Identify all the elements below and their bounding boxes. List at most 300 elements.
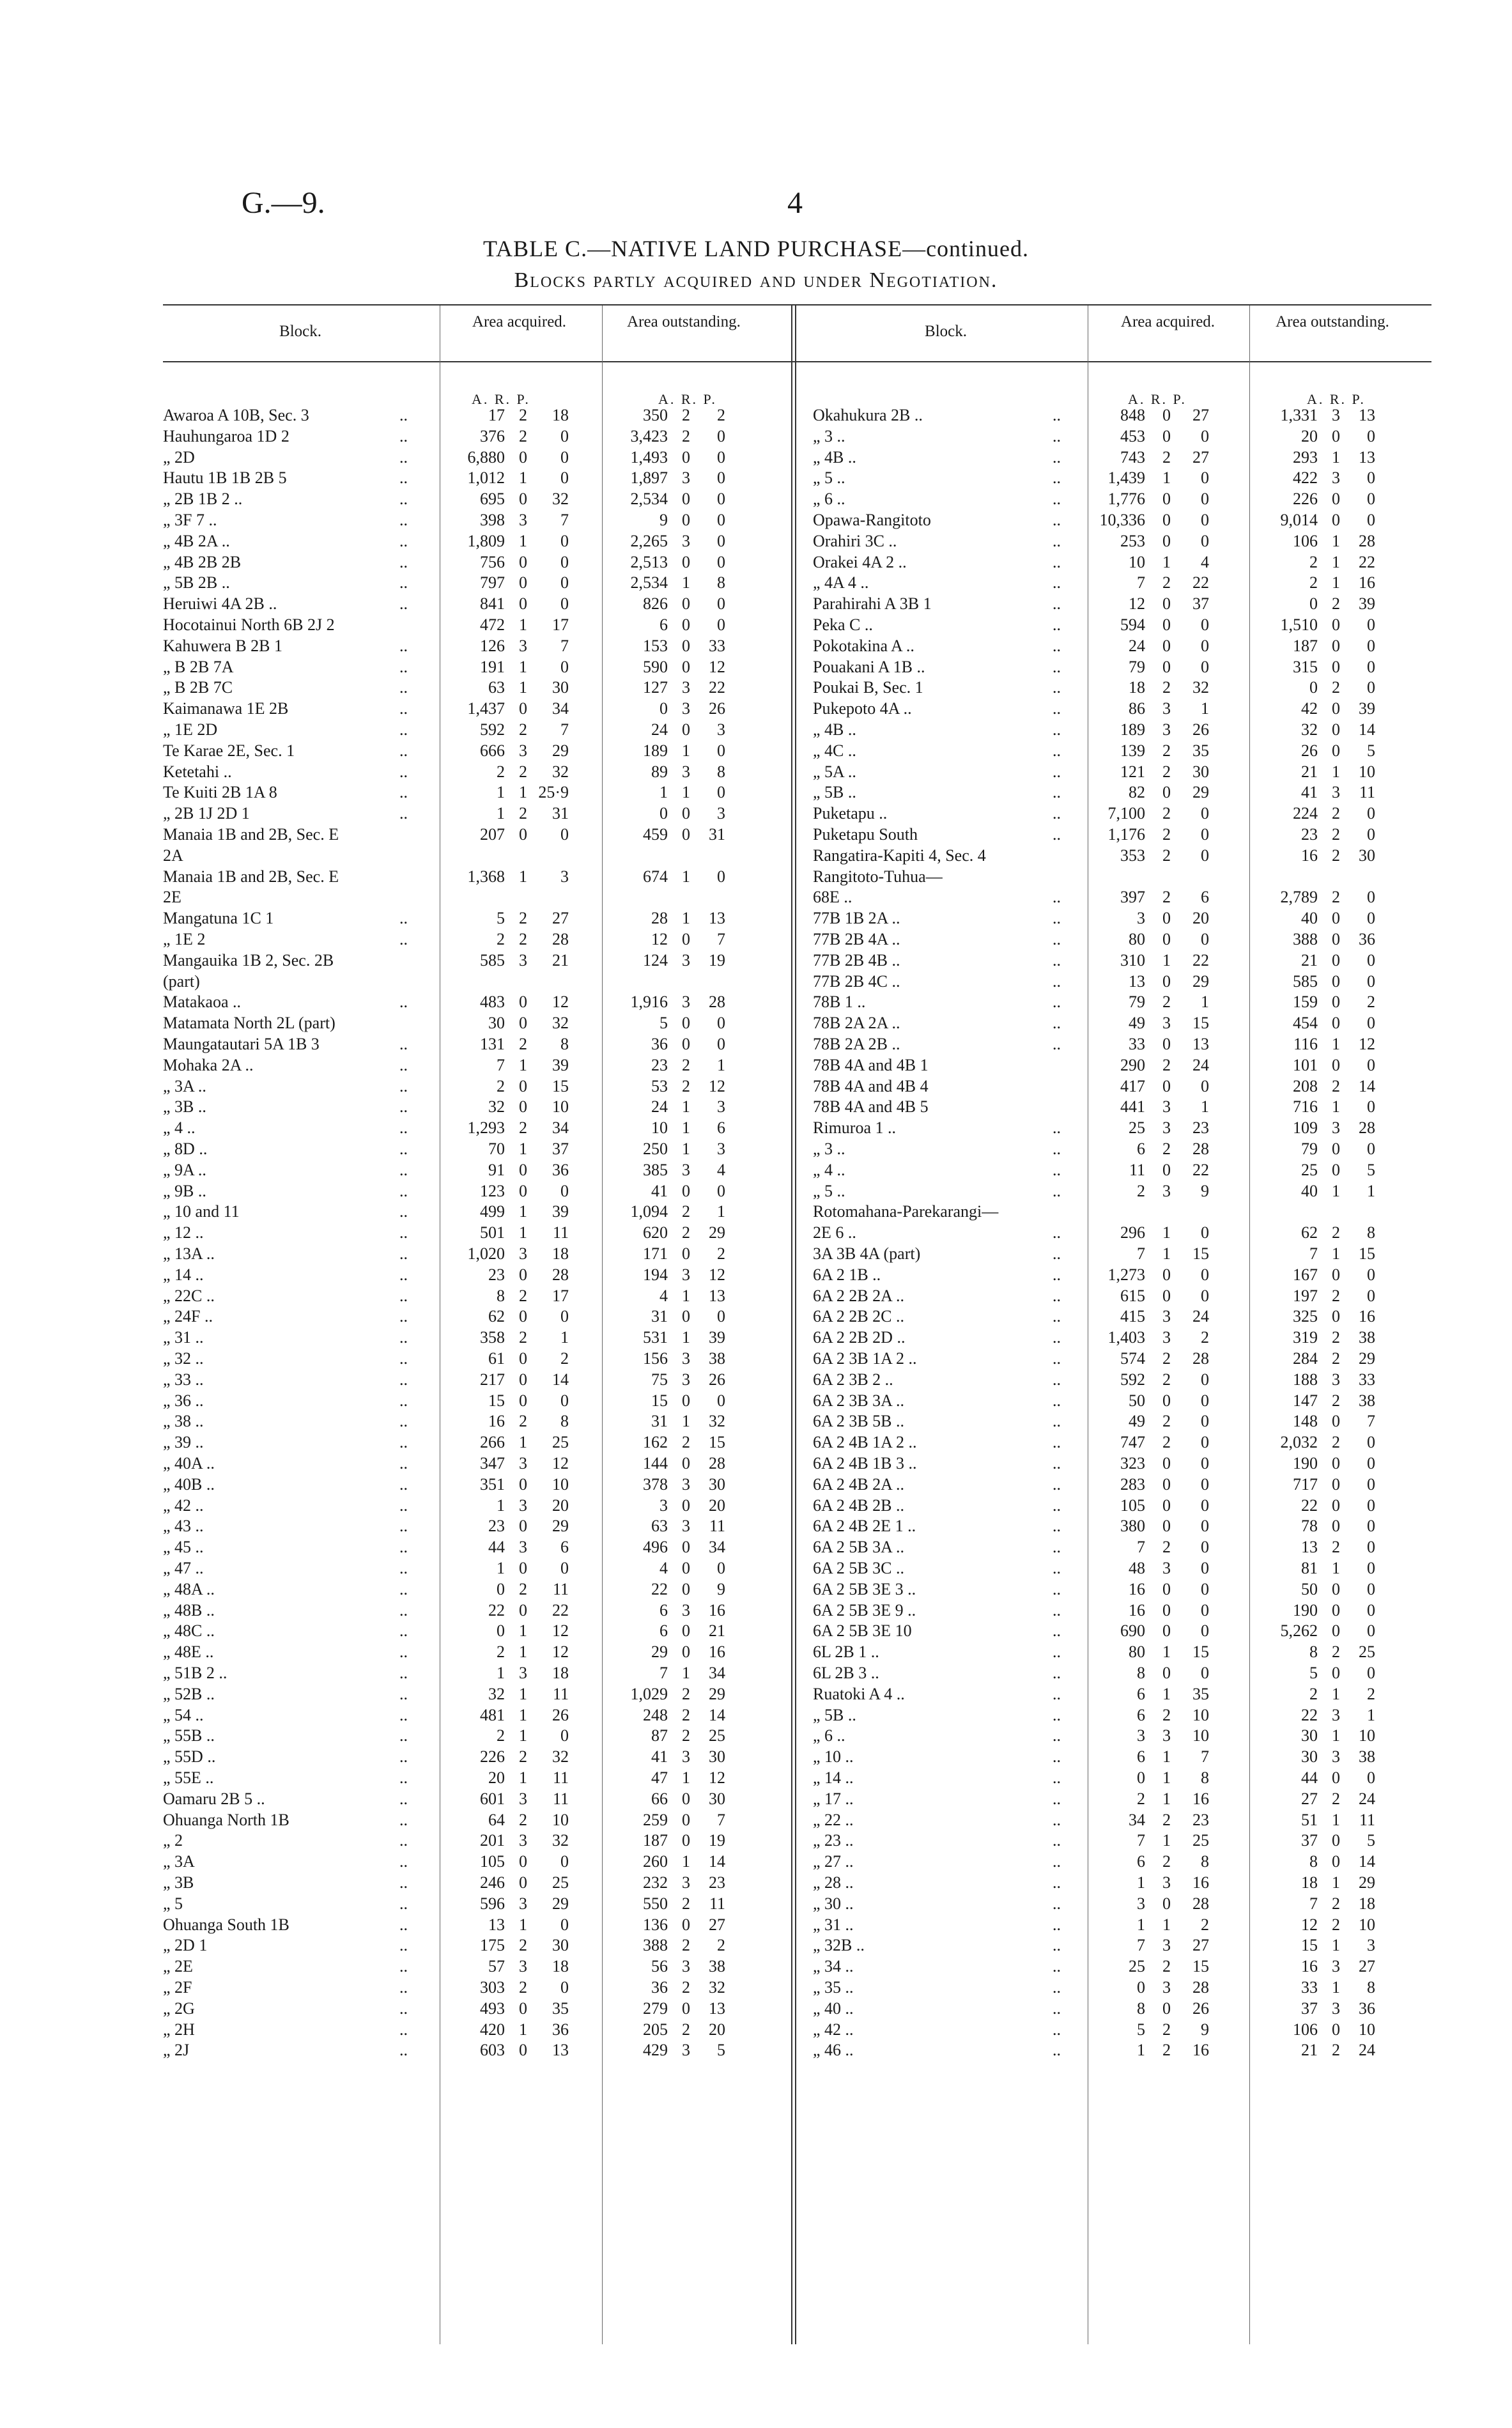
- outstanding-perches: 0: [717, 511, 725, 529]
- outstanding-roods: 0: [682, 804, 690, 823]
- acquired-acres: 8: [497, 1287, 505, 1305]
- outstanding-acres: 153: [643, 637, 668, 655]
- table-row: [813, 1642, 1431, 1662]
- acquired-acres: 253: [1120, 532, 1145, 550]
- outstanding-perches: 29: [709, 1223, 725, 1242]
- block-name: „ 3 ..: [813, 1140, 845, 1158]
- leader-dots: ..: [1053, 2041, 1061, 2059]
- table-row: [163, 908, 789, 929]
- outstanding-acres: 315: [1293, 658, 1318, 676]
- outstanding-roods: 3: [682, 1370, 690, 1389]
- outstanding-roods: 1: [1332, 1726, 1340, 1745]
- acquired-acres: 23: [488, 1265, 505, 1284]
- outstanding-roods: 3: [1332, 1999, 1340, 2018]
- outstanding-acres: 13: [1301, 1538, 1318, 1556]
- table-row: [813, 1013, 1431, 1033]
- leader-dots: ..: [399, 1328, 408, 1347]
- acquired-acres: 10: [1129, 553, 1145, 571]
- block-name: Pouakani A 1B ..: [813, 658, 925, 676]
- acquired-acres: 6: [1137, 1140, 1145, 1158]
- acquired-roods: 1: [1162, 1790, 1171, 1808]
- acquired-perches: 22: [1192, 951, 1209, 970]
- acquired-acres: 303: [480, 1978, 505, 1997]
- outstanding-perches: 7: [717, 1811, 725, 1829]
- block-name: 78B 2A 2B ..: [813, 1035, 900, 1053]
- block-name: „ 40A ..: [163, 1454, 215, 1473]
- leader-dots: ..: [1053, 1978, 1061, 1997]
- outstanding-roods: 2: [682, 1202, 690, 1221]
- acquired-roods: 3: [1162, 1118, 1171, 1137]
- outstanding-perches: 28: [1359, 1118, 1375, 1137]
- acquired-roods: 2: [1162, 1538, 1171, 1556]
- outstanding-acres: 41: [1301, 783, 1318, 801]
- acquired-roods: 1: [1162, 1685, 1171, 1703]
- acquired-perches: 0: [1201, 615, 1209, 634]
- acquired-acres: 695: [480, 490, 505, 508]
- acquired-perches: 15: [1192, 1244, 1209, 1263]
- table-row: [813, 510, 1431, 530]
- acquired-perches: 7: [560, 637, 569, 655]
- outstanding-roods: 0: [1332, 490, 1340, 508]
- leader-dots: ..: [399, 1496, 408, 1515]
- acquired-roods: 2: [1162, 1706, 1171, 1724]
- block-name: 6A 2 3B 5B ..: [813, 1412, 905, 1430]
- outstanding-acres: 590: [643, 658, 668, 676]
- outstanding-acres: 12: [651, 930, 668, 948]
- acquired-perches: 0: [1201, 427, 1209, 445]
- acquired-perches: 22: [1192, 1161, 1209, 1179]
- acquired-roods: 3: [1162, 1936, 1171, 1954]
- outstanding-acres: 3: [660, 1496, 668, 1515]
- acquired-roods: 0: [519, 1161, 527, 1179]
- table-row: [813, 1411, 1431, 1432]
- table-row: [813, 824, 1431, 845]
- leader-dots: ..: [1053, 1014, 1061, 1032]
- page-number: 4: [787, 186, 803, 220]
- leader-dots: ..: [399, 1685, 408, 1703]
- table-row: [813, 1327, 1431, 1348]
- leader-dots: ..: [399, 1433, 408, 1451]
- outstanding-acres: 2,534: [630, 490, 668, 508]
- outstanding-roods: 1: [682, 1852, 690, 1871]
- block-name: „ 2G: [163, 1999, 195, 2018]
- outstanding-roods: 1: [682, 573, 690, 592]
- outstanding-acres: 56: [651, 1957, 668, 1976]
- outstanding-roods: 3: [1332, 468, 1340, 487]
- table-row: [163, 1894, 789, 1914]
- leader-dots: ..: [1053, 1726, 1061, 1745]
- outstanding-roods: 3: [682, 951, 690, 970]
- acquired-acres: 44: [488, 1538, 505, 1556]
- acquired-acres: 483: [480, 993, 505, 1011]
- acquired-roods: 0: [519, 1370, 527, 1389]
- acquired-roods: 0: [1162, 637, 1171, 655]
- outstanding-perches: 0: [717, 1391, 725, 1410]
- acquired-perches: 0: [560, 573, 569, 592]
- outstanding-acres: 53: [651, 1077, 668, 1095]
- table-row: [163, 1956, 789, 1977]
- acquired-perches: 37: [1192, 594, 1209, 613]
- leader-dots: ..: [399, 427, 408, 445]
- outstanding-perches: 0: [717, 867, 725, 886]
- acquired-roods: 0: [519, 448, 527, 467]
- leader-dots: ..: [1053, 1999, 1061, 2018]
- acquired-perches: 8: [1201, 1852, 1209, 1871]
- acquired-roods: 1: [519, 1726, 527, 1745]
- acquired-acres: 175: [480, 1936, 505, 1954]
- block-name: 6A 2 4B 2E 1 ..: [813, 1517, 916, 1535]
- outstanding-perches: 0: [1367, 1056, 1375, 1074]
- leader-dots: ..: [1053, 1517, 1061, 1535]
- acquired-acres: 0: [1137, 1768, 1145, 1787]
- acquired-acres: 139: [1120, 741, 1145, 760]
- outstanding-perches: 13: [1359, 448, 1375, 467]
- outstanding-acres: 260: [643, 1852, 668, 1871]
- acquired-acres: 6: [1137, 1852, 1145, 1871]
- block-name: 6A 2 5B 3E 10: [813, 1621, 912, 1640]
- leader-dots: ..: [1053, 1287, 1061, 1305]
- outstanding-acres: 42: [1301, 699, 1318, 718]
- acquired-roods: 0: [519, 1999, 527, 2018]
- acquired-roods: 1: [519, 532, 527, 550]
- leader-dots: ..: [1053, 1790, 1061, 1808]
- acquired-roods: 2: [519, 1035, 527, 1053]
- leader-dots: ..: [1053, 2020, 1061, 2039]
- outstanding-perches: 14: [1359, 1852, 1375, 1871]
- table-row: [163, 1453, 789, 1474]
- outstanding-perches: 29: [1359, 1873, 1375, 1892]
- outstanding-perches: 38: [709, 1957, 725, 1976]
- acquired-roods: 3: [519, 1538, 527, 1556]
- acquired-perches: 15: [1192, 1957, 1209, 1976]
- block-name: Matamata North 2L (part): [163, 1014, 336, 1032]
- outstanding-roods: 0: [682, 1621, 690, 1640]
- block-name: Ohuanga South 1B: [163, 1915, 289, 1934]
- outstanding-perches: 26: [709, 699, 725, 718]
- outstanding-acres: 26: [1301, 741, 1318, 760]
- acquired-roods: 2: [519, 1811, 527, 1829]
- block-name: „ 22 ..: [813, 1811, 854, 1829]
- col-block-left: Block.: [279, 323, 321, 340]
- block-name: „ 45 ..: [163, 1538, 204, 1556]
- outstanding-roods: 3: [682, 762, 690, 781]
- outstanding-acres: 1,493: [630, 448, 668, 467]
- table-row: [813, 2040, 1431, 2061]
- outstanding-perches: 39: [709, 1328, 725, 1347]
- block-name: Kaimanawa 1E 2B: [163, 699, 289, 718]
- acquired-roods: 0: [1162, 1621, 1171, 1640]
- table-row: [163, 887, 789, 908]
- table-row: [163, 1810, 789, 1830]
- acquired-perches: 24: [1192, 1056, 1209, 1074]
- table-row: [163, 1118, 789, 1138]
- block-name: 6L 2B 3 ..: [813, 1664, 879, 1682]
- outstanding-acres: 41: [651, 1747, 668, 1766]
- outstanding-roods: 0: [1332, 1496, 1340, 1515]
- table-row: [163, 699, 789, 719]
- outstanding-roods: 0: [682, 1496, 690, 1515]
- outstanding-roods: 0: [682, 490, 690, 508]
- block-name: Rimuroa 1 ..: [813, 1118, 896, 1137]
- acquired-perches: 0: [560, 468, 569, 487]
- table-row: [163, 636, 789, 656]
- acquired-roods: 0: [519, 825, 527, 844]
- acquired-roods: 0: [519, 699, 527, 718]
- acquired-roods: 2: [519, 1747, 527, 1766]
- acquired-roods: 2: [1162, 573, 1171, 592]
- acquired-perches: 20: [1192, 909, 1209, 927]
- leader-dots: ..: [399, 1265, 408, 1284]
- leader-dots: ..: [1053, 1538, 1061, 1556]
- block-name: 6A 2 2B 2C ..: [813, 1307, 905, 1326]
- acquired-acres: 24: [1129, 637, 1145, 655]
- acquired-roods: 0: [1162, 930, 1171, 948]
- outstanding-roods: 2: [682, 1726, 690, 1745]
- leader-dots: ..: [1053, 1643, 1061, 1661]
- table-row: [163, 1558, 789, 1579]
- outstanding-perches: 13: [709, 1999, 725, 2018]
- outstanding-perches: 26: [709, 1370, 725, 1389]
- acquired-acres: 34: [1129, 1811, 1145, 1829]
- outstanding-acres: 208: [1293, 1077, 1318, 1095]
- acquired-perches: 15: [1192, 1014, 1209, 1032]
- block-name: „ 55E ..: [163, 1768, 214, 1787]
- block-name: „ 14 ..: [163, 1265, 204, 1284]
- outstanding-roods: 1: [682, 1097, 690, 1116]
- acquired-perches: 0: [1201, 1433, 1209, 1451]
- table-row: [813, 762, 1431, 782]
- outstanding-perches: 25: [709, 1726, 725, 1745]
- acquired-perches: 29: [552, 1894, 569, 1913]
- acquired-acres: 1: [1137, 2041, 1145, 2059]
- outstanding-acres: 16: [1301, 846, 1318, 865]
- acquired-acres: 79: [1129, 993, 1145, 1011]
- table-row: [163, 531, 789, 552]
- acquired-perches: 11: [552, 1768, 569, 1787]
- block-name: „ 3F 7 ..: [163, 511, 217, 529]
- col-outstanding-left: Area outstanding.: [627, 313, 741, 330]
- outstanding-perches: 0: [1367, 1580, 1375, 1598]
- acquired-perches: 0: [1201, 1580, 1209, 1598]
- block-name: 78B 2A 2A ..: [813, 1014, 900, 1032]
- acquired-acres: 1,809: [467, 532, 505, 550]
- acquired-perches: 6: [1201, 888, 1209, 906]
- acquired-acres: 1,176: [1107, 825, 1145, 844]
- acquired-perches: 0: [560, 594, 569, 613]
- outstanding-roods: 0: [682, 825, 690, 844]
- acquired-perches: 27: [1192, 448, 1209, 467]
- table-row: [163, 1747, 789, 1767]
- outstanding-roods: 2: [1332, 1433, 1340, 1451]
- acquired-perches: 32: [552, 1747, 569, 1766]
- outstanding-roods: 0: [1332, 1161, 1340, 1179]
- outstanding-acres: 21: [1301, 951, 1318, 970]
- acquired-perches: 28: [1192, 1140, 1209, 1158]
- acquired-roods: 2: [1162, 804, 1171, 823]
- acquired-acres: 70: [488, 1140, 505, 1158]
- outstanding-roods: 3: [682, 1265, 690, 1284]
- acquired-perches: 15: [552, 1077, 569, 1095]
- outstanding-roods: 2: [682, 1894, 690, 1913]
- table-row: [813, 929, 1431, 950]
- acquired-perches: 36: [552, 1161, 569, 1179]
- acquired-acres: 32: [488, 1097, 505, 1116]
- outstanding-acres: 284: [1293, 1349, 1318, 1368]
- acquired-acres: 453: [1120, 427, 1145, 445]
- table-row: [813, 1286, 1431, 1306]
- acquired-perches: 12: [552, 993, 569, 1011]
- outstanding-acres: 9: [660, 511, 668, 529]
- acquired-roods: 0: [519, 1077, 527, 1095]
- acquired-perches: 16: [1192, 1873, 1209, 1892]
- outstanding-acres: 18: [1301, 1873, 1318, 1892]
- outstanding-roods: 0: [1332, 1601, 1340, 1620]
- outstanding-perches: 12: [709, 1265, 725, 1284]
- center-divider: [791, 305, 792, 2344]
- acquired-acres: 48: [1129, 1559, 1145, 1577]
- leader-dots: ..: [1053, 720, 1061, 739]
- table-row: [813, 1055, 1431, 1076]
- outstanding-roods: 2: [682, 1685, 690, 1703]
- units-outstanding-right: A. R. P.: [1307, 391, 1366, 407]
- block-name: Parahirahi A 3B 1: [813, 594, 932, 613]
- acquired-roods: 0: [1162, 1496, 1171, 1515]
- outstanding-perches: 10: [1359, 1726, 1375, 1745]
- block-name: Heruiwi 4A 2B ..: [163, 594, 277, 613]
- outstanding-perches: 0: [717, 1559, 725, 1577]
- table-row: [163, 2040, 789, 2061]
- outstanding-perches: 5: [1367, 741, 1375, 760]
- outstanding-roods: 1: [682, 1328, 690, 1347]
- outstanding-acres: 189: [643, 741, 668, 760]
- acquired-acres: 2: [1137, 1182, 1145, 1200]
- outstanding-perches: 0: [1367, 1097, 1375, 1116]
- acquired-perches: 0: [1201, 846, 1209, 865]
- acquired-perches: 30: [552, 1936, 569, 1954]
- acquired-acres: 2: [497, 930, 505, 948]
- outstanding-acres: 66: [651, 1790, 668, 1808]
- acquired-perches: 29: [552, 1517, 569, 1535]
- acquired-perches: 0: [560, 448, 569, 467]
- block-name: Oamaru 2B 5 ..: [163, 1790, 265, 1808]
- acquired-acres: 86: [1129, 699, 1145, 718]
- table-row: [813, 1705, 1431, 1726]
- acquired-acres: 493: [480, 1999, 505, 2018]
- table-row: [813, 1496, 1431, 1516]
- outstanding-roods: 0: [1332, 658, 1340, 676]
- acquired-acres: 1,403: [1107, 1328, 1145, 1347]
- block-name: „ 3B ..: [163, 1097, 206, 1116]
- acquired-acres: 57: [488, 1957, 505, 1976]
- outstanding-perches: 0: [717, 783, 725, 801]
- outstanding-perches: 0: [717, 490, 725, 508]
- table-row: [813, 1830, 1431, 1851]
- outstanding-perches: 11: [709, 1517, 725, 1535]
- table-title: TABLE C.—NATIVE LAND PURCHASE—continued.: [482, 236, 1030, 261]
- block-name: „ 12 ..: [163, 1223, 204, 1242]
- units-acquired-left: A. R. P.: [472, 391, 530, 407]
- outstanding-perches: 12: [709, 1077, 725, 1095]
- outstanding-perches: 0: [1367, 637, 1375, 655]
- outstanding-perches: 2: [1367, 1685, 1375, 1703]
- outstanding-perches: 0: [1367, 804, 1375, 823]
- outstanding-roods: 3: [682, 1747, 690, 1766]
- outstanding-acres: 194: [643, 1265, 668, 1284]
- outstanding-perches: 14: [1359, 1077, 1375, 1095]
- leader-dots: ..: [1053, 1307, 1061, 1326]
- outstanding-perches: 0: [717, 594, 725, 613]
- outstanding-acres: 144: [643, 1454, 668, 1473]
- acquired-roods: 0: [1162, 594, 1171, 613]
- leader-dots: ..: [399, 1161, 408, 1179]
- outstanding-perches: 1: [717, 1056, 725, 1074]
- outstanding-acres: 5,262: [1280, 1621, 1318, 1640]
- acquired-roods: 2: [519, 762, 527, 781]
- outstanding-roods: 0: [1332, 1580, 1340, 1598]
- leader-dots: ..: [399, 1454, 408, 1473]
- outstanding-acres: 63: [651, 1517, 668, 1535]
- outstanding-perches: 0: [1367, 1454, 1375, 1473]
- acquired-perches: 21: [552, 951, 569, 970]
- outstanding-roods: 0: [1332, 1412, 1340, 1430]
- acquired-acres: 30: [488, 1014, 505, 1032]
- acquired-acres: 596: [480, 1894, 505, 1913]
- acquired-perches: 25: [1192, 1831, 1209, 1850]
- acquired-perches: 0: [560, 1915, 569, 1934]
- table-row: [163, 992, 789, 1012]
- leader-dots: ..: [1053, 468, 1061, 487]
- acquired-roods: 0: [1162, 532, 1171, 550]
- table-row: [813, 908, 1431, 929]
- block-name: „ 30 ..: [813, 1894, 854, 1913]
- acquired-roods: 0: [519, 1097, 527, 1116]
- outstanding-perches: 0: [1367, 1265, 1375, 1284]
- leader-dots: ..: [399, 511, 408, 529]
- acquired-roods: 3: [519, 1894, 527, 1913]
- acquired-roods: 0: [519, 594, 527, 613]
- block-name: 2E: [163, 888, 181, 906]
- acquired-acres: 594: [1120, 615, 1145, 634]
- block-name: 6A 2 3B 3A ..: [813, 1391, 905, 1410]
- outstanding-perches: 1: [1367, 1182, 1375, 1200]
- leader-dots: ..: [1053, 637, 1061, 655]
- block-name: Te Kuiti 2B 1A 8: [163, 783, 277, 801]
- acquired-roods: 2: [1162, 1433, 1171, 1451]
- outstanding-roods: 1: [682, 1664, 690, 1682]
- acquired-acres: 499: [480, 1202, 505, 1221]
- outstanding-acres: 40: [1301, 909, 1318, 927]
- leader-dots: ..: [1053, 804, 1061, 823]
- acquired-perches: 0: [1201, 1496, 1209, 1515]
- table-row: [163, 1370, 789, 1390]
- acquired-perches: 23: [1192, 1811, 1209, 1829]
- outstanding-perches: 2: [1367, 993, 1375, 1011]
- outstanding-acres: 40: [1301, 1182, 1318, 1200]
- block-name: „ 13A ..: [163, 1244, 215, 1263]
- acquired-acres: 1,012: [467, 468, 505, 487]
- outstanding-roods: 1: [1332, 1182, 1340, 1200]
- block-name: Orakei 4A 2 ..: [813, 553, 907, 571]
- outstanding-perches: 27: [1359, 1957, 1375, 1976]
- table-row: [163, 573, 789, 593]
- acquired-roods: 3: [1162, 699, 1171, 718]
- outstanding-acres: 15: [651, 1391, 668, 1410]
- outstanding-perches: 10: [1359, 762, 1375, 781]
- table-row: [163, 1726, 789, 1746]
- acquired-perches: 31: [552, 804, 569, 823]
- outstanding-acres: 24: [651, 1097, 668, 1116]
- table-row: [813, 1768, 1431, 1788]
